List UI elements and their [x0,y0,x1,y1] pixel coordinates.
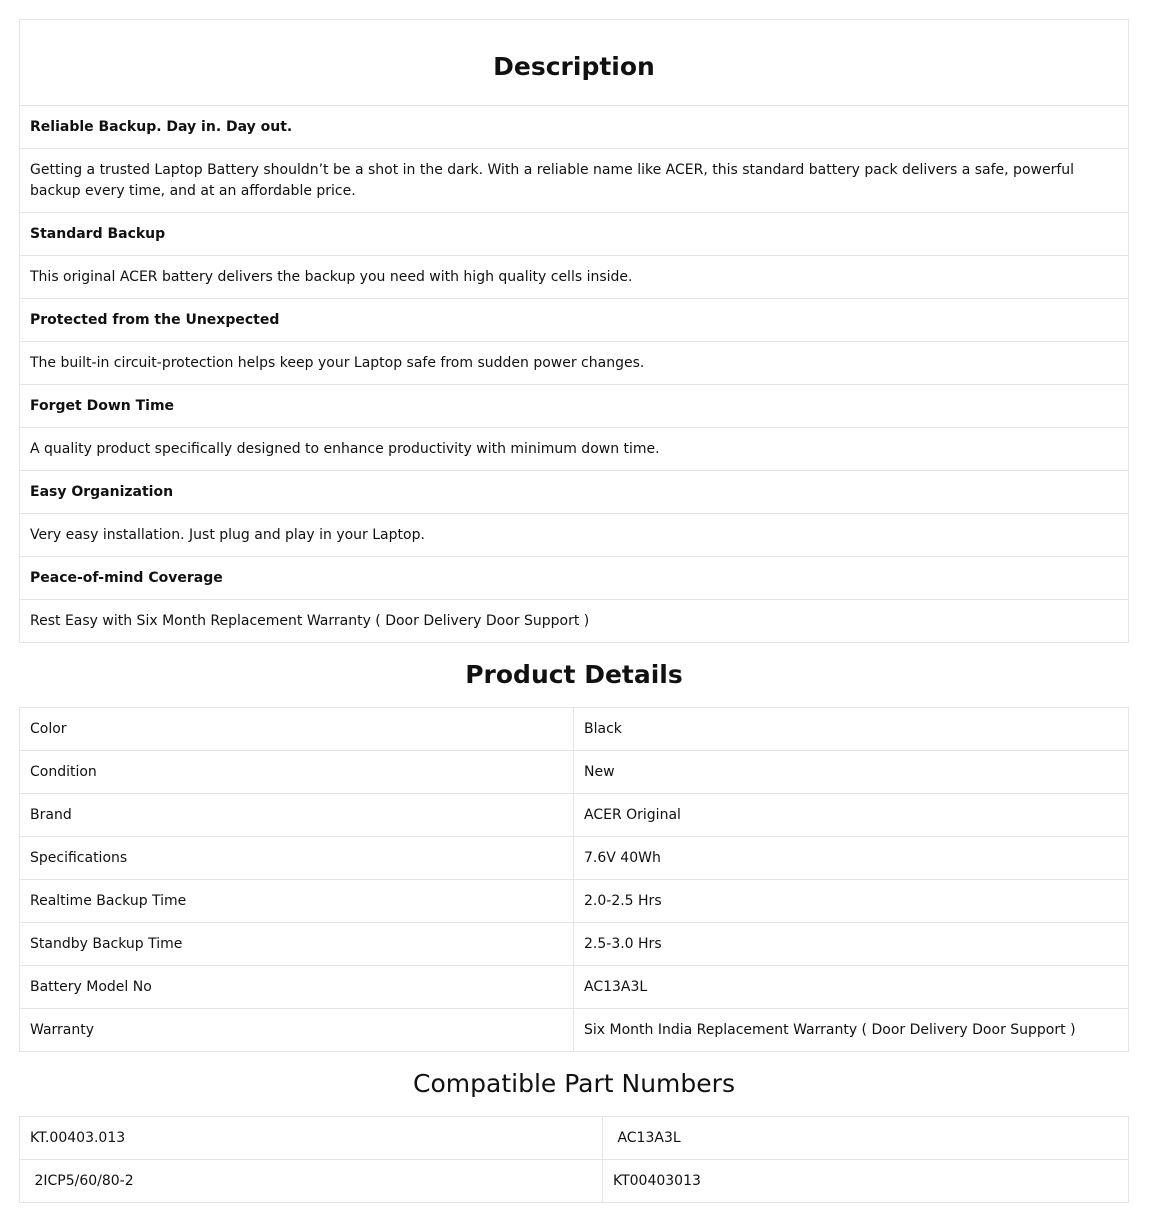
detail-value: 7.6V 40Wh [574,837,1129,880]
description-text: This original ACER battery delivers the backup you need with high quality cells inside. [20,256,1129,299]
description-heading: Protected from the Unexpected [20,299,1129,342]
table-row [20,966,1129,1009]
description-title-row [20,20,1129,106]
part-number: AC13A3L [603,1117,1129,1160]
table-row [20,342,1129,385]
table-row [20,256,1129,299]
table-row [20,557,1129,600]
description-heading: Standard Backup [20,213,1129,256]
table-row [20,923,1129,966]
table-row [20,514,1129,557]
description-text: Very easy installation. Just plug and play in your Laptop. [20,514,1129,557]
table-row [20,149,1129,213]
detail-value: 2.0-2.5 Hrs [574,880,1129,923]
table-row [20,428,1129,471]
table-row [20,1009,1129,1052]
detail-value: AC13A3L [574,966,1129,1009]
detail-label: Brand [20,794,574,837]
table-row [20,106,1129,149]
table-row [20,708,1129,751]
compatible-parts-title: Compatible Part Numbers [413,1069,735,1098]
description-text: The built-in circuit-protection helps keep your Laptop safe from sudden power changes. [20,342,1129,385]
table-row [20,751,1129,794]
detail-value: New [574,751,1129,794]
detail-value: Black [574,708,1129,751]
detail-label: Standby Backup Time [20,923,574,966]
detail-label: Color [20,708,574,751]
description-heading: Reliable Backup. Day in. Day out. [20,106,1129,149]
table-row [20,471,1129,514]
table-row [20,837,1129,880]
detail-label: Battery Model No [20,966,574,1009]
detail-label: Specifications [20,837,574,880]
table-row [20,213,1129,256]
detail-label: Realtime Backup Time [20,880,574,923]
product-info [19,19,1129,1203]
compatible-parts-table [19,1116,1129,1203]
detail-value: ACER Original [574,794,1129,837]
description-heading: Peace-of-mind Coverage [20,557,1129,600]
product-details-title: Product Details [465,660,683,689]
table-row [20,880,1129,923]
detail-label: Warranty [20,1009,574,1052]
detail-label: Condition [20,751,574,794]
part-number: 2ICP5/60/80-2 [20,1160,603,1203]
description-text: A quality product specifically designed to enhance productivity with minimum down time. [20,428,1129,471]
description-title: Description [20,20,1129,106]
description-text: Getting a trusted Laptop Battery shouldn’t be a shot in the dark. With a reliable name like ACER, this standard battery pack delivers a safe, powerful backup every time, and at an affordable price. [20,149,1129,213]
detail-value: Six Month India Replacement Warranty ( Door Delivery Door Support ) [574,1009,1129,1052]
table-row [20,1160,1129,1203]
product-details-table [19,707,1129,1052]
table-row [20,299,1129,342]
description-heading: Forget Down Time [20,385,1129,428]
description-table [19,19,1129,643]
table-row [20,385,1129,428]
description-text: Rest Easy with Six Month Replacement Warranty ( Door Delivery Door Support ) [20,600,1129,643]
description-heading: Easy Organization [20,471,1129,514]
part-number: KT.00403.013 [20,1117,603,1160]
part-number: KT00403013 [603,1160,1129,1203]
table-row [20,600,1129,643]
detail-value: 2.5-3.0 Hrs [574,923,1129,966]
table-row [20,794,1129,837]
table-row [20,1117,1129,1160]
